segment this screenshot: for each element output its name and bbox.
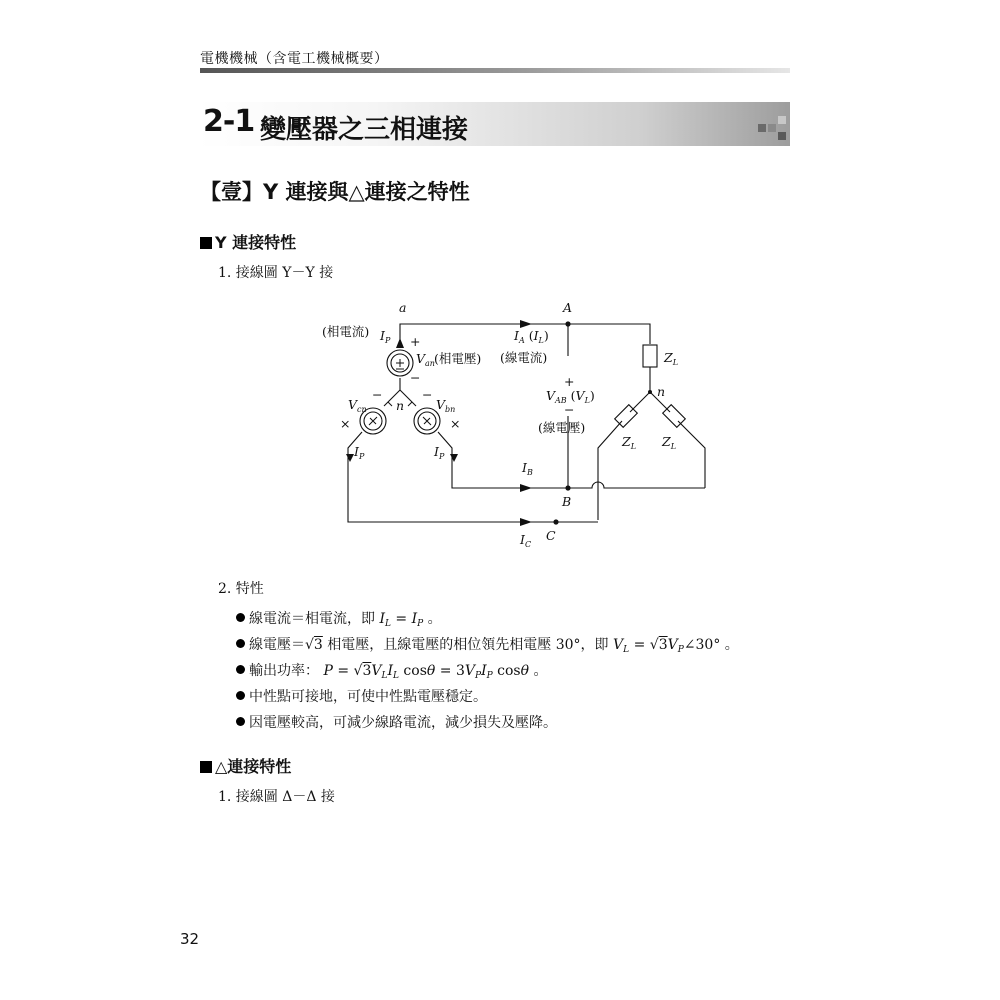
label-node-n-load: n	[657, 384, 666, 399]
bullet-text: 因電壓較高，可減少線路電流，減少損失及壓降。	[249, 715, 557, 731]
label-phase-voltage: (相電壓)	[434, 351, 482, 366]
label-ia: $I_A$ $(I_L)$	[514, 328, 549, 345]
formula-vl: $V_L = √3V_P$	[613, 637, 684, 655]
wire-c	[348, 432, 598, 522]
current-arrow	[396, 338, 404, 348]
current-arrow	[520, 320, 532, 328]
bullet-text: 中性點可接地，可使中性點電壓穩定。	[249, 689, 487, 705]
current-arrow	[520, 518, 532, 526]
section-title: 變壓器之三相連接	[260, 115, 469, 145]
label-plus-a: +	[410, 334, 421, 349]
bullet-text: 線電壓＝	[249, 637, 305, 653]
bullet-text: 相電壓，且線電壓的相位領先相電壓 30°，即	[322, 637, 609, 653]
banner-decoration-square	[778, 132, 786, 140]
bullet-dot-icon	[236, 639, 245, 648]
banner-decoration-square	[768, 124, 776, 132]
bullet-line-voltage	[236, 634, 739, 655]
label-node-A: A	[563, 300, 573, 315]
y-connection-heading	[200, 230, 296, 253]
wire-zl-right-out	[678, 421, 705, 488]
label-zl-left: $Z_L$	[622, 434, 636, 451]
source-b-symbol	[423, 417, 431, 425]
label-ip-top: $I_P$	[380, 328, 391, 345]
bullet-text: 輸出功率：	[249, 663, 319, 679]
formula-sqrt3: √3	[305, 637, 323, 653]
bullet-line-current	[236, 608, 442, 629]
bullet-dot-icon	[236, 691, 245, 700]
source-a-symbol	[396, 359, 404, 369]
banner-decoration-square	[778, 116, 786, 124]
wiring-diagram-item: 1. 接線圖 Y－Y 接	[218, 265, 334, 281]
delta-connection-heading-text: △連接特性	[215, 757, 292, 776]
label-v-bn: $V_{bn}$	[436, 397, 456, 414]
label-minus-a: −	[410, 370, 421, 385]
label-cross-c: ×	[340, 416, 351, 431]
label-ip-b: $I_P$	[434, 444, 445, 461]
label-minus-vab: −	[564, 402, 575, 417]
formula-il-ip: $I_L = I_P$	[379, 611, 424, 629]
label-line-current: (線電流)	[500, 350, 548, 365]
label-vab: $V_{AB}$ $(V_L)$	[546, 388, 595, 405]
bullet-output-power	[236, 660, 547, 681]
bullet-text: 線電流＝相電流，即	[249, 611, 375, 627]
label-zl-right: $Z_L$	[662, 434, 676, 451]
label-cross-b: ×	[450, 416, 461, 431]
label-line-voltage: (線電壓)	[538, 420, 586, 435]
header-rule	[200, 68, 790, 73]
current-arrow	[346, 454, 354, 462]
label-v-an: $V_{an}$	[416, 351, 435, 368]
bullet-voltage-loss	[236, 712, 557, 732]
formula-angle: ∠30°	[683, 637, 721, 653]
label-zl-top: $Z_L$	[664, 350, 678, 367]
y-connection-heading-text: Y 連接特性	[215, 233, 297, 252]
section-number: 2-1	[203, 104, 255, 139]
formula-power: $P = √3V_LI_L$ $\cos\theta = 3V_PI_P$ cosθ	[323, 663, 529, 681]
delta-wiring-diagram-item: 1. 接線圖 Δ－Δ 接	[218, 789, 335, 805]
wire-zl-left-out	[598, 421, 622, 520]
label-ib: $I_B$	[522, 460, 533, 477]
label-ic: $I_C$	[520, 532, 532, 549]
node-dot-B	[565, 485, 570, 490]
bullet-neutral	[236, 686, 487, 706]
bullet-period: 。	[533, 663, 548, 679]
square-bullet-icon	[200, 237, 212, 249]
running-header: 電機機械（含電工機械概要）	[200, 51, 389, 67]
label-node-a: a	[399, 300, 407, 315]
page-number: 32	[180, 930, 200, 948]
bullet-dot-icon	[236, 717, 245, 726]
subsection-heading: 【壹】Y 連接與△連接之特性	[200, 180, 470, 204]
label-minus-c: −	[372, 387, 383, 402]
current-arrow	[520, 484, 532, 492]
label-minus-b: −	[422, 387, 433, 402]
node-dot-n	[648, 390, 652, 394]
square-bullet-icon	[200, 761, 212, 773]
y-y-wiring-diagram	[300, 296, 720, 556]
label-phase-current: (相電流)	[322, 324, 370, 339]
label-node-B: B	[562, 494, 572, 509]
label-ip-c: $I_P$	[354, 444, 365, 461]
banner-decoration-square	[758, 124, 766, 132]
bullet-dot-icon	[236, 665, 245, 674]
bullet-period: 。	[427, 611, 442, 627]
polarity-tick	[388, 402, 392, 406]
label-v-cn: $V_{cn}$	[348, 397, 367, 414]
characteristics-item: 2. 特性	[218, 581, 264, 597]
bullet-dot-icon	[236, 613, 245, 622]
impedance-zl-top	[643, 345, 657, 367]
current-arrow	[450, 454, 458, 462]
node-dot-C	[553, 519, 558, 524]
bullet-period: 。	[724, 637, 739, 653]
node-dot-A	[565, 321, 570, 326]
polarity-tick	[408, 402, 412, 406]
label-plus-vab: +	[564, 374, 575, 389]
source-c-symbol	[369, 417, 377, 425]
label-node-C: C	[546, 528, 556, 543]
delta-connection-heading	[200, 754, 291, 777]
label-node-n-source: n	[396, 398, 405, 413]
